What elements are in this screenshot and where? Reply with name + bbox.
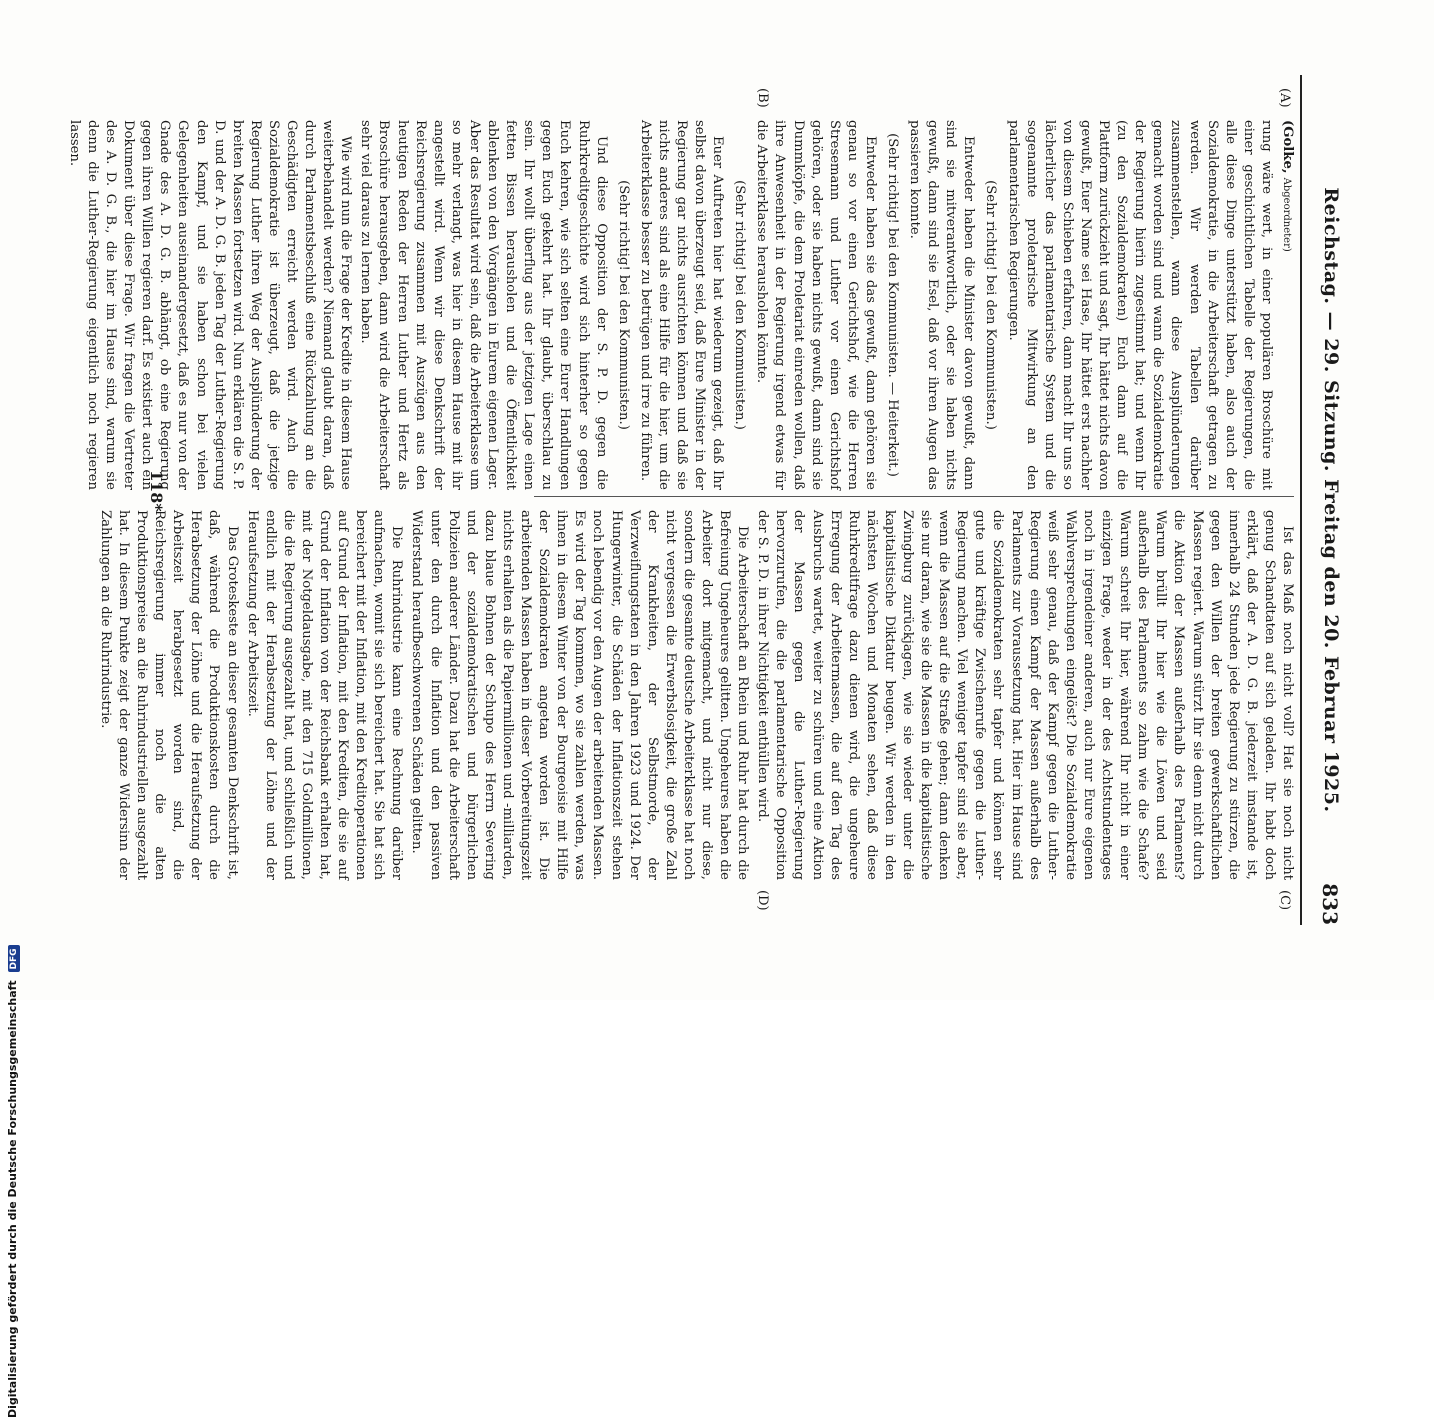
speaker-role: Abgeordneter) [1281, 177, 1292, 252]
margin-mark-c: (C) [1277, 890, 1292, 911]
paragraph: Entweder haben die Minister davon gewußt, dann sind sie mitverantwortlich, oder sie haben nichts gewußt, dann sind sie Esel, daß vor ihren Augen das passieren konnte. [907, 120, 977, 490]
column-divider [534, 496, 1294, 497]
margin-mark-d: (D) [755, 890, 770, 911]
left-column [66, 120, 1296, 490]
paragraph: rung wäre wert, in einer populären Broschüre mit einer geschichtlichen Tabelle der Regierungen, die alle diese Dinge unterstützt haben, also auch der Sozialdemokratie, in die Arbeiterschaft getragen zu werden. Wir werden Tabellen darüber zusammenstellen, wann diese Ausplünderungen gemacht worden sind und wann die Sozialdemokratie der Regierung hierin zugestimmt hat; und wenn Ihr (zu den Sozialdemokraten) Euch dann auf die Plattform zurückzieht und sagt, Ihr hättet nichts davon gewußt, Euer Name sei Hase, Ihr hättet erst nachher von diesem Schieben erfahren, dann macht Ihr uns so lächerlicher das parlamentarische System und die sogenannte proletarische Mitwirkung an den parlamentarischen Regierungen. [1005, 120, 1274, 490]
interjection: (Sehr richtig! bei den Kommunisten.) [615, 180, 631, 430]
speaker-line [1277, 120, 1296, 490]
paragraph: Wie wird nun die Frage der Kredite in diesem Hause weiterbehandelt werden? Niemand glaubt daran, daß durch Parlamentsbeschluß eine Rückzahlung an die Geschädigten erreicht werden wird. Auch die Sozialdemokratie ist überzeugt, daß die jetzige Regierung Luther ihren Weg der Ausplünderung der breiten Massen fortsetzen wird. Nun erklären die S. P. D. und der A. D. G. B. jeden Tag der Luther-Regierung den Kampf, und sie haben schon bei vielen Gelegenheiten auseinandergesetzt, daß es nur von der Gnade des A. D. G. B. abhängt, ob eine Regierung gegen ihren Willen regieren darf. Es existiert auch ein Dokument über diese Frage. Wir fragen die Vertreter des A. D. G. B., die hier im Hause sind, warum sie denn die Luther-Regierung eigentlich noch regieren lassen. [66, 120, 354, 490]
header-rule [1300, 75, 1302, 925]
margin-mark-a: (A) [1277, 88, 1292, 108]
interjection: (Sehr richtig! bei den Kommunisten. — Heiterkeit.) [885, 133, 901, 477]
paragraph: Ist das Maß noch nicht voll? Hat sie noch nicht genug Schandtaten auf sich geladen. Ihr habt doch erklärt, daß der A. D. G. B. jederzeit imstande ist, innerhalb 24 Stunden jede Regierung zu stürzen, die gegen den Willen der breiten gewerkschaftlichen Massen regiert. Warum stürzt Ihr sie denn nicht durch die Aktion der Massen außerhalb des Parlaments? Warum brüllt Ihr hier wie die Löwen und seid außerhalb des Parlaments so zahm wie die Schafe? Warum schreit Ihr hier, während Ihr nicht in einer einzigen Frage, weder in der des Achtstundentages noch in irgendeiner anderen, auch nur Eure eigenen Wahlversprechungen eingelöst? Die Sozialdemokratie weiß sehr genau, daß der Kampf gegen die Luther-Regierung einen Kampf der Massen außerhalb des Parlaments zur Voraussetzung hat. Hier im Hause sind die Sozialdemokraten sehr tapfer und können sehr gute und kräftige Zwischenrufe gegen die Luther-Regierung machen. Viel weniger tapfer sind sie aber, wenn die Massen auf die Straße gehen; dann denken sie nur daran, wie sie die Massen in die kapitalistische Zwingburg zurückjagen, wie sie wieder unter die kapitalistische Diktatur beugen. Wir werden in den nächsten Wochen und Monaten sehen, daß diese Ruhrkreditfrage dazu dienen wird, die ungeheure Erregung der Arbeitermassen, die auf den Tag des Ausbruchs wartet, weiter zu schüren und eine Aktion der Massen gegen die Luther-Regierung hervorzurufen, die die parlamentarische Opposition der S. P. D. in ihrer Nichtigkeit enthüllen wird. [755, 510, 1295, 880]
page-number: 833 [1318, 883, 1342, 925]
running-title: Reichstag. — 29. Sitzung. Freitag den 20. Februar 1925. [1320, 187, 1342, 813]
paragraph: Entweder haben sie das gewußt, dann gehören sie genau so vor einen Gerichtshof, wie die Herren Stresemann und Luther vor einen Gerichtshof gehören, oder sie haben nichts gewußt, dann sind sie Dummköpfe, die dem Proletariat einreden wollen, daß ihre Anwesenheit in der Regierung irgend etwas für die Arbeiterklasse herausholen könnte. [754, 120, 878, 490]
dfg-logo-icon: DFG [8, 945, 20, 972]
paragraph: Die Ruhrindustrie kann eine Rechnung darüber aufmachen, womit sie sich bereichert hat. Sie hat sich bereichert mit der Inflation, mit den Kreditoperationen auf Grund der Inflation, mit den Krediten, die sie auf Grund der Inflation von der Reichsbank erhalten hat, mit der Notgeldausgabe, mit den 715 Goldmillionen, die die Regierung ausgezahlt hat, und schließlich und endlich mit der Herabsetzung der Löhne und der Heraufsetzung der Arbeitszeit. [244, 510, 405, 880]
paragraph: Euer Auftreten hier hat wiederum gezeigt, daß Ihr selbst davon überzeugt seid, daß Eure Minister in der Regierung gar nichts ausrichten können und daß sie nichts anderes sind als eine Hilfe für die hier, um die Arbeiterklasse besser zu betrügen und irre zu führen. [637, 120, 726, 490]
paragraph: Das Groteskeste an dieser gesamten Denkschrift ist, daß, während die Produktionskosten durch die Herabsetzung der Löhne und die Heraufsetzung der Arbeitszeit herabgesetzt worden sind, die Reichsregierung immer noch die alten Produktionspreise an die Ruhrindustriellen ausgezahlt hat. In diesem Punkte zeigt der ganze Widersinn der Zahlungen an die Ruhrindustrie. [97, 510, 240, 880]
paragraph: Und diese Opposition der S. P. D. gegen die Ruhrkreditgeschichte wird sich hinterher so gegen Euch kehren, wie sich selten eine Eurer Handlungen gegen Euch gekehrt hat. Ihr glaubt, überschlau zu sein. Ihr wollt überflug aus der jetzigen Lage einen fetten Bissen herausholen und die Öffentlichkeit ablenken von den Vorgängen in Eurem eigenen Lager. Aber das Resultat wird sein, daß die Arbeiterklasse um so mehr verlangt, was hier in diesem Hause mit ihr angestellt wird. Wenn wir diese Denkschrift der Reichsregierung zusammen mit Auszügen aus den heutigen Reden der Herren Luther und Hertz als Broschüre herausgeben, dann wird die Arbeiterschaft sehr viel daraus zu lernen haben. [358, 120, 609, 490]
margin-mark-b: (B) [755, 88, 770, 108]
interjection: (Sehr richtig! bei den Kommunisten.) [983, 180, 999, 430]
interjection: (Sehr richtig! bei den Kommunisten.) [732, 180, 748, 430]
right-column [97, 510, 1296, 880]
digitization-credit [6, 945, 20, 1418]
paragraph: Die Arbeiterschaft an Rhein und Ruhr hat durch die Befreiung Ungeheures gelitten. Ungeheures haben die Arbeiter dort mitgemacht, und nicht nur diese, sondern die gesamte deutsche Arbeiterklasse hat noch nicht vergessen die Erwerbslosigkeit, die große Zahl der Krankheiten, der Selbstmorde, der Verzweiflungstaten in den Jahren 1923 und 1924. Der Hungerwinter, die Schäden der Inflationszeit stehen noch lebendig vor den Augen der arbeitenden Massen. Es wird der Tag kommen, wo sie zahlen werden, was ihnen in diesem Winter von der Bourgeoisie mit Hilfe der Sozialdemokraten angetan worden ist. Die arbeitenden Massen haben in dieser Vorbereitungszeit nichts erhalten als die Papiermillionen und -milliarden, dazu blaue Bohnen der Schupo des Herrn Severing und der sozialdemokratischen und bürgerlichen Polizeien anderer Länder. Dazu hat die Arbeiterschaft unter den durch die Inflation und den passiven Widerstand heraufbeschworenen Schäden gelitten. [409, 510, 751, 880]
page-header [1306, 75, 1346, 925]
signature-mark: 118* [147, 470, 166, 512]
speaker-name: (Golke, [1280, 120, 1295, 174]
credit-text: Digitalisierung gefördert durch die Deutsche Forschungsgemeinschaft [6, 980, 19, 1418]
